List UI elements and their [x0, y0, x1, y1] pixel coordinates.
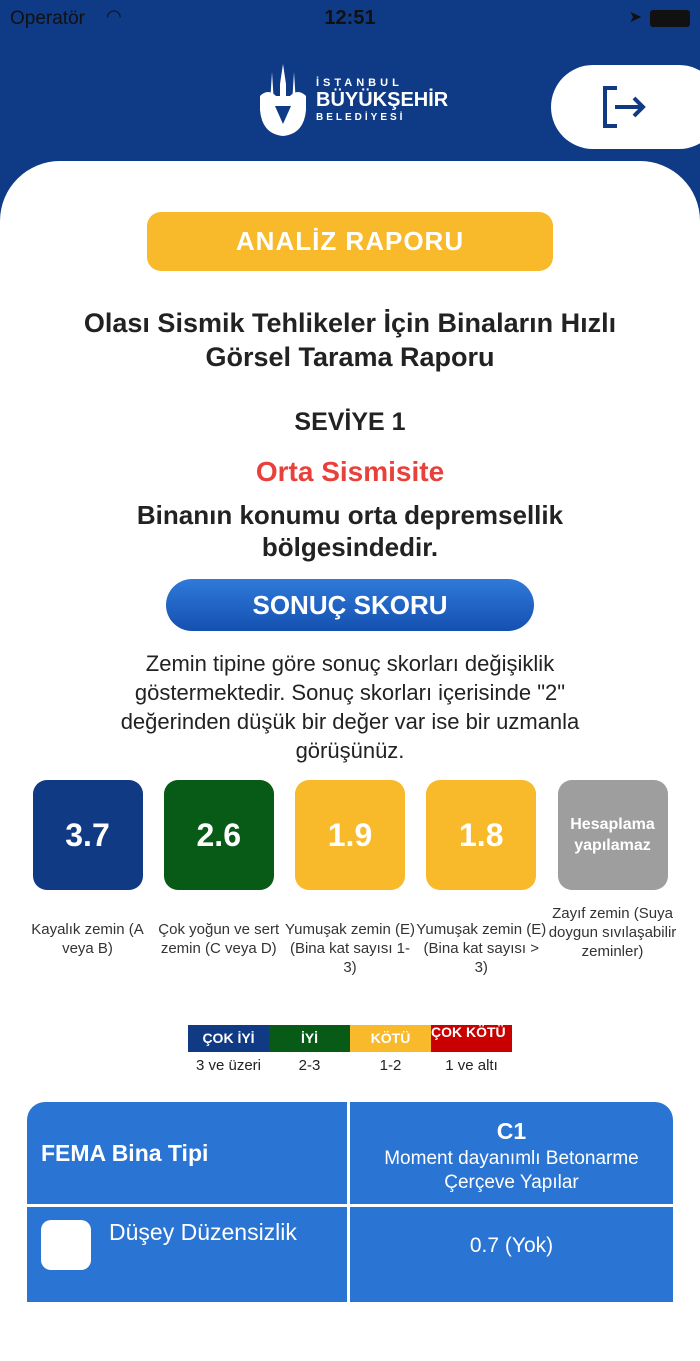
report-title: Olası Sismik Tehlikeler İçin Binaların Hızlı Görsel Tarama Raporu [83, 308, 617, 372]
score-item [416, 780, 547, 977]
legend-range: 1 ve altı [445, 1057, 498, 1074]
score-item [547, 780, 678, 977]
carrier: Operatör [10, 8, 85, 29]
vertical-irregularity-icon [41, 1220, 91, 1270]
ibb-emblem-icon [258, 64, 308, 136]
legend-color: KÖTÜ [350, 1025, 431, 1052]
score-label: Yumuşak zemin (E)(Bina kat sayısı > 3) [416, 921, 547, 976]
result-score-button[interactable]: SONUÇ SKORU [166, 579, 534, 631]
score-item [153, 780, 284, 977]
score-value: 3.7 [33, 780, 143, 890]
location-icon: ➤ [628, 9, 642, 26]
seismicity-label: Orta Sismisite [255, 456, 445, 487]
score-label: Çok yoğun ve sert zemin (C veya D) [158, 921, 280, 957]
legend-range: 2-3 [298, 1057, 321, 1074]
status-bar [0, 0, 700, 38]
legend-color: İYİ [269, 1025, 350, 1052]
building-info-table [27, 1102, 673, 1302]
logo-line-3: BELEDİYESİ [316, 112, 406, 123]
score-label: Kayalık zemin (A veya B) [31, 921, 144, 957]
clock: 12:51 [324, 7, 376, 29]
score-item [22, 780, 153, 977]
score-value: 1.9 [295, 780, 405, 890]
score-label: Yumuşak zemin (E)(Bina kat sayısı 1-3) [284, 921, 416, 976]
fema-label: FEMA Bina Tipi [41, 1140, 209, 1166]
logo-line-2: BÜYÜKŞEHİR [316, 89, 449, 111]
score-legend [188, 1025, 512, 1074]
legend-range: 3 ve üzeri [195, 1057, 262, 1074]
fema-code: C1 [496, 1118, 527, 1144]
analysis-report-button[interactable]: ANALİZ RAPORU [147, 212, 553, 271]
score-label: Zayıf zemin (Suya doygun sıvılaşabilir zeminler) [548, 905, 677, 960]
legend-range: 1-2 [379, 1057, 402, 1074]
logout-button[interactable] [551, 65, 700, 149]
vertical-irregularity-label: Düşey Düzensizlik [109, 1219, 297, 1245]
legend-color: ÇOK KÖTÜ [431, 1025, 512, 1052]
logo-line-1: İSTANBUL [316, 77, 403, 89]
ibb-logo [258, 64, 448, 136]
score-note: Zemin tipine göre sonuç skorları değişiklik göstermektedir. Sonuç skorları içerisinde "2" değerinden düşük bir değer var ise bir uzmanla görüşünüz. [120, 651, 580, 763]
legend-color: ÇOK İYİ [188, 1025, 269, 1052]
vertical-irregularity-value: 0.7 (Yok) [469, 1234, 554, 1257]
seismicity-description: Binanın konumu orta depremsellik bölgesindedir. [136, 500, 564, 562]
fema-description: Moment dayanımlı Betonarme Çerçeve Yapılar [384, 1148, 639, 1193]
score-value: 1.8 [426, 780, 536, 890]
score-boxes [22, 780, 678, 977]
logout-icon [601, 85, 649, 129]
score-item [285, 780, 416, 977]
level-label: SEVİYE 1 [294, 408, 406, 436]
battery-icon [650, 10, 690, 27]
score-value: 2.6 [164, 780, 274, 890]
wifi-icon: ◠ [106, 6, 122, 26]
score-value: Hesaplama yapılamaz [558, 780, 668, 890]
